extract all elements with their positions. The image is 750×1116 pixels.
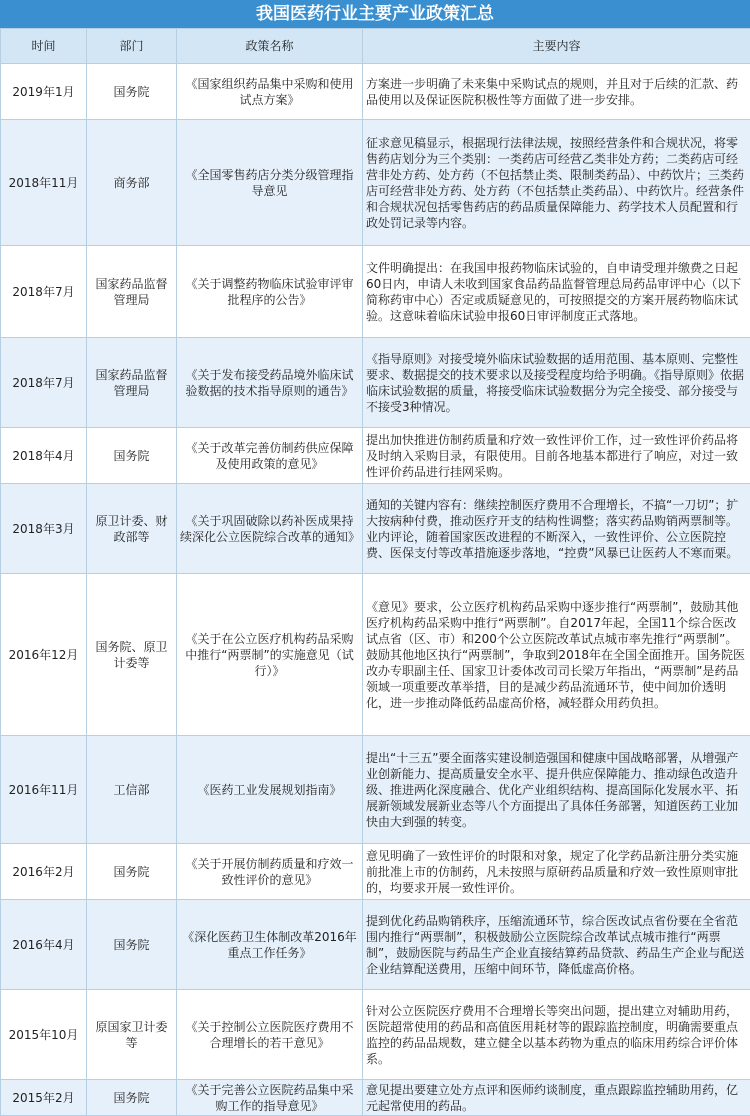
cell-content: 《指导原则》对接受境外临床试验数据的适用范围、基本原则、完整性要求、数据提交的技术要求以及接受程度均给予明确。《指导原则》依据临床试验数据的质量，将接受临床试验数据分为完全接受、部分接受与不接受3种情况。 xyxy=(363,338,750,428)
cell-time: 2018年3月 xyxy=(1,484,87,574)
cell-dept: 国家药品监督管理局 xyxy=(87,246,177,338)
cell-time: 2018年7月 xyxy=(1,338,87,428)
table-row xyxy=(1,338,750,428)
cell-content: 方案进一步明确了未来集中采购试点的规则，并且对于后续的汇款、药品使用以及保证医院积极性等方面做了进一步安排。 xyxy=(363,64,750,120)
table-row xyxy=(1,484,750,574)
cell-content: 提到优化药品购销秩序，压缩流通环节，综合医改试点省份要在全省范围内推行“两票制”，积极鼓励公立医院综合改革试点城市推行“两票制”，鼓励医院与药品生产企业直接结算药品贷款、药品生产企业与配送企业结算配送费用，压缩中间环节，降低虚高价格。 xyxy=(363,900,750,990)
cell-policy-name: 《关于调整药物临床试验审评审批程序的公告》 xyxy=(177,246,363,338)
cell-time: 2019年1月 xyxy=(1,64,87,120)
cell-policy-name: 《关于发布接受药品境外临床试验数据的技术指导原则的通告》 xyxy=(177,338,363,428)
cell-content: 文件明确提出：在我国申报药物临床试验的，自申请受理并缴费之日起60日内，申请人未收到国家食品药品监督管理总局药品审评中心（以下简称药审中心）否定或质疑意见的，可按照提交的方案开展药物临床试验。这意味着临床试验申报60日审评制度正式落地。 xyxy=(363,246,750,338)
cell-policy-name: 《医药工业发展规划指南》 xyxy=(177,736,363,844)
cell-content: 征求意见稿显示，根据现行法律法规，按照经营条件和合规状况，将零售药店划分为三个类别：一类药店可经营乙类非处方药；二类药店可经营非处方药、处方药（不包括禁止类、限制类药品）、中药饮片；三类药店可经营非处方药、处方药（不包括禁止类药品）、中药饮片。经营条件和合规状况包括零售药店的药品质量保障能力、药学技术人员配置和行政处罚记录等内容。 xyxy=(363,120,750,246)
policy-table xyxy=(0,28,750,1116)
cell-time: 2018年4月 xyxy=(1,428,87,484)
cell-dept: 国务院 xyxy=(87,1080,177,1116)
cell-dept: 国务院 xyxy=(87,64,177,120)
table-row xyxy=(1,844,750,900)
cell-time: 2015年2月 xyxy=(1,1080,87,1116)
cell-dept: 原卫计委、财政部等 xyxy=(87,484,177,574)
cell-dept: 国务院、原卫计委等 xyxy=(87,574,177,736)
header-content: 主要内容 xyxy=(363,29,750,64)
cell-policy-name: 《关于控制公立医院医疗费用不合理增长的若干意见》 xyxy=(177,990,363,1080)
cell-content: 《意见》要求，公立医疗机构药品采购中逐步推行“两票制”，鼓励其他医疗机构药品采购中推行“两票制”。自2017年起，全国11个综合医改试点省（区、市）和200个公立医院改革试点城市率先推行“两票制”。鼓励其他地区执行“两票制”，争取到2018年在全国全面推开。国务院医改办专职副主任、国家卫计委体改司司长梁万年指出，“两票制”是药品领域一项重要改革举措，目的是减少药品流通环节，使中间加价透明化，进一步推动降低药品虚高价格，减轻群众用药负担。 xyxy=(363,574,750,736)
cell-policy-name: 《关于开展仿制药质量和疗效一致性评价的意见》 xyxy=(177,844,363,900)
cell-time: 2018年11月 xyxy=(1,120,87,246)
cell-policy-name: 《全国零售药店分类分级管理指导意见 xyxy=(177,120,363,246)
cell-dept: 工信部 xyxy=(87,736,177,844)
cell-policy-name: 《关于完善公立医院药品集中采购工作的指导意见》 xyxy=(177,1080,363,1116)
table-row xyxy=(1,120,750,246)
cell-dept: 国务院 xyxy=(87,428,177,484)
cell-content: 意见明确了一致性评价的时限和对象，规定了化学药品新注册分类实施前批准上市的仿制药，凡未按照与原研药品质量和疗效一致性原则审批的，均要求开展一致性评价。 xyxy=(363,844,750,900)
cell-content: 通知的关键内容有：继续控制医疗费用不合理增长，不搞“一刀切”；扩大按病种付费，推动医疗开支的结构性调整；落实药品购销两票制等。业内评论，随着国家医改进程的不断深入，一致性评价、公立医院控费、医保支付等改革措施逐步落地，“控费”风暴已让医药人不寒而栗。 xyxy=(363,484,750,574)
cell-dept: 国家药品监督管理局 xyxy=(87,338,177,428)
table-body xyxy=(1,64,750,1116)
table-row xyxy=(1,246,750,338)
cell-dept: 国务院 xyxy=(87,844,177,900)
table-row xyxy=(1,574,750,736)
cell-time: 2015年10月 xyxy=(1,990,87,1080)
cell-content: 意见提出要建立处方点评和医师约谈制度，重点跟踪监控辅助用药，亿元起常使用的药品。 xyxy=(363,1080,750,1116)
cell-policy-name: 《关于巩固破除以药补医成果持续深化公立医院综合改革的通知》 xyxy=(177,484,363,574)
cell-policy-name: 《深化医药卫生体制改革2016年重点工作任务》 xyxy=(177,900,363,990)
table-header-row xyxy=(1,29,750,64)
cell-dept: 商务部 xyxy=(87,120,177,246)
header-dept: 部门 xyxy=(87,29,177,64)
cell-time: 2016年4月 xyxy=(1,900,87,990)
table-row xyxy=(1,1080,750,1116)
cell-content: 提出“十三五”要全面落实建设制造强国和健康中国战略部署，从增强产业创新能力、提高质量安全水平、提升供应保障能力、推动绿色改造升级、推进两化深度融合、优化产业组织结构、提高国际化发展水平、拓展新领域发展新业态等八个方面提出了具体任务部署，知道医药工业加快由大到强的转变。 xyxy=(363,736,750,844)
table-row xyxy=(1,428,750,484)
cell-policy-name: 《关于改革完善仿制药供应保障及使用政策的意见》 xyxy=(177,428,363,484)
table-row xyxy=(1,64,750,120)
cell-time: 2016年2月 xyxy=(1,844,87,900)
cell-dept: 原国家卫计委等 xyxy=(87,990,177,1080)
header-time: 时间 xyxy=(1,29,87,64)
cell-time: 2016年11月 xyxy=(1,736,87,844)
table-row xyxy=(1,990,750,1080)
cell-policy-name: 《国家组织药品集中采购和使用试点方案》 xyxy=(177,64,363,120)
table-title: 我国医药行业主要产业政策汇总 xyxy=(0,0,750,28)
cell-dept: 国务院 xyxy=(87,900,177,990)
header-name: 政策名称 xyxy=(177,29,363,64)
cell-time: 2018年7月 xyxy=(1,246,87,338)
cell-time: 2016年12月 xyxy=(1,574,87,736)
cell-content: 提出加快推进仿制药质量和疗效一致性评价工作，过一致性评价药品将及时纳入采购目录，有限使用。目前各地基本都进行了响应，对过一致性评价药品进行挂网采购。 xyxy=(363,428,750,484)
table-row xyxy=(1,736,750,844)
table-row xyxy=(1,900,750,990)
cell-content: 针对公立医院医疗费用不合理增长等突出问题，提出建立对辅助用药，医院超常使用的药品和高值医用耗材等的跟踪监控制度，明确需要重点监控的药品品规数，建立健全以基本药物为重点的临床用药综合评价体系。 xyxy=(363,990,750,1080)
cell-policy-name: 《关于在公立医疗机构药品采购中推行“两票制”的实施意见（试行）》 xyxy=(177,574,363,736)
